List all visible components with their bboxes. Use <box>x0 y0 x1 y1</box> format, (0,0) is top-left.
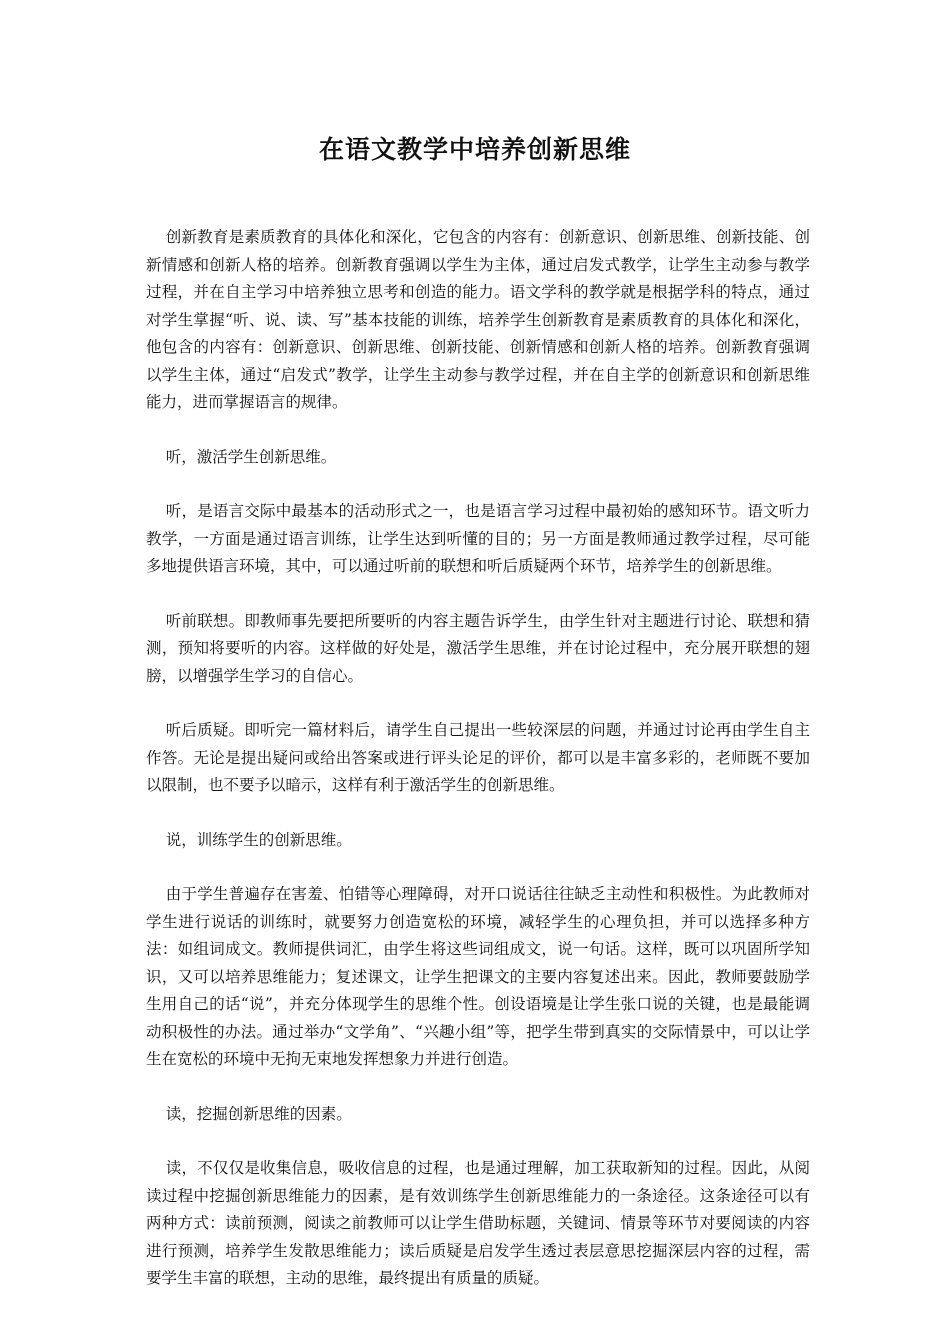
paragraph-reading: 读，不仅仅是收集信息，吸收信息的过程，也是通过理解，加工获取新知的过程。因此，从阅读过程中挖掘创新思维能力的因素，是有效训练学生创新思维能力的一条途径。这条途径可以有两种方式：读前预测，阅读之前教师可以让学生借助标题，关键词、情景等环节对要阅读的内容进行预测，培养学生发散思维能力；读后质疑是启发学生透过表层意思挖掘深层内容的过程，需要学生丰富的联想，主动的思维，最终提出有质量的质疑。 <box>146 1159 810 1287</box>
section-heading-listening: 听，激活学生创新思维。 <box>165 447 337 466</box>
page-title: 在语文教学中培养创新思维 <box>318 135 631 164</box>
paragraph-post-listening: 听后质疑。即听完一篇材料后，请学生自己提出一些较深层的问题，并通过讨论再由学生自主作答。无论是提出疑问或给出答案或进行评头论足的评价，都可以是丰富多彩的，老师既不要加以限制，也不要予以暗示，这样有利于激活学生的创新思维。 <box>146 721 810 794</box>
paragraph-pre-listening: 听前联想。即教师事先要把所要听的内容主题告诉学生，由学生针对主题进行讨论、联想和猜测，预知将要听的内容。这样做的好处是，激活学生思维，并在讨论过程中，充分展开联想的翅膀，以增强学生学习的自信心。 <box>146 611 810 685</box>
paragraph-listening: 听，是语言交际中最基本的活动形式之一，也是语言学习过程中最初始的感知环节。语文听力教学，一方面是通过语言训练，让学生达到听懂的目的；另一方面是教师通过教学过程，尽可能多地提供语言环境，其中，可以通过听前的联想和听后质疑两个环节，培养学生的创新思维。 <box>146 502 810 575</box>
section-heading-reading: 读，挖掘创新思维的因素。 <box>165 1104 352 1123</box>
paragraph-speaking: 由于学生普遍存在害羞、怕错等心理障碍，对开口说话往往缺乏主动性和积极性。为此教师对学生进行说话的训练时，就要努力创造宽松的环境，减轻学生的心理负担，并可以选择多种方法：如组词成文。教师提供词汇，由学生将这些词组成文，说一句话。这样，既可以巩固所学知识，又可以培养思维能力；复述课文，让学生把课文的主要内容复述出来。因此，教师要鼓励学生用自己的话“说”，并充分体现学生的思维个性。创设语境是让学生张口说的关键，也是最能调动积极性的办法。通过举办“文学角”、“兴趣小组”等，把学生带到真实的交际情景中，可以让学生在宽松的环境中无拘无束地发挥想象力并进行创造。 <box>146 885 810 1068</box>
document-body <box>146 224 810 1320</box>
section-heading-speaking: 说，训练学生的创新思维。 <box>165 830 352 849</box>
paragraph-intro: 创新教育是素质教育的具体化和深化，它包含的内容有：创新意识、创新思维、创新技能、创新情感和创新人格的培养。创新教育强调以学生为主体，通过启发式教学，让学生主动参与教学过程，并在自主学习中培养独立思考和创造的能力。语文学科的教学就是根据学科的特点，通过对学生掌握“听、说、读、写”基本技能的训练，培养学生创新教育是素质教育的具体化和深化，他包含的内容有：创新意识、创新思维、创新技能、创新情感和创新人格的培养。创新教育强调以学生主体，通过“启发式”教学，让学生主动参与教学过程，并在自主学的创新意识和创新思维能力，进而掌握语言的规律。 <box>146 228 810 411</box>
